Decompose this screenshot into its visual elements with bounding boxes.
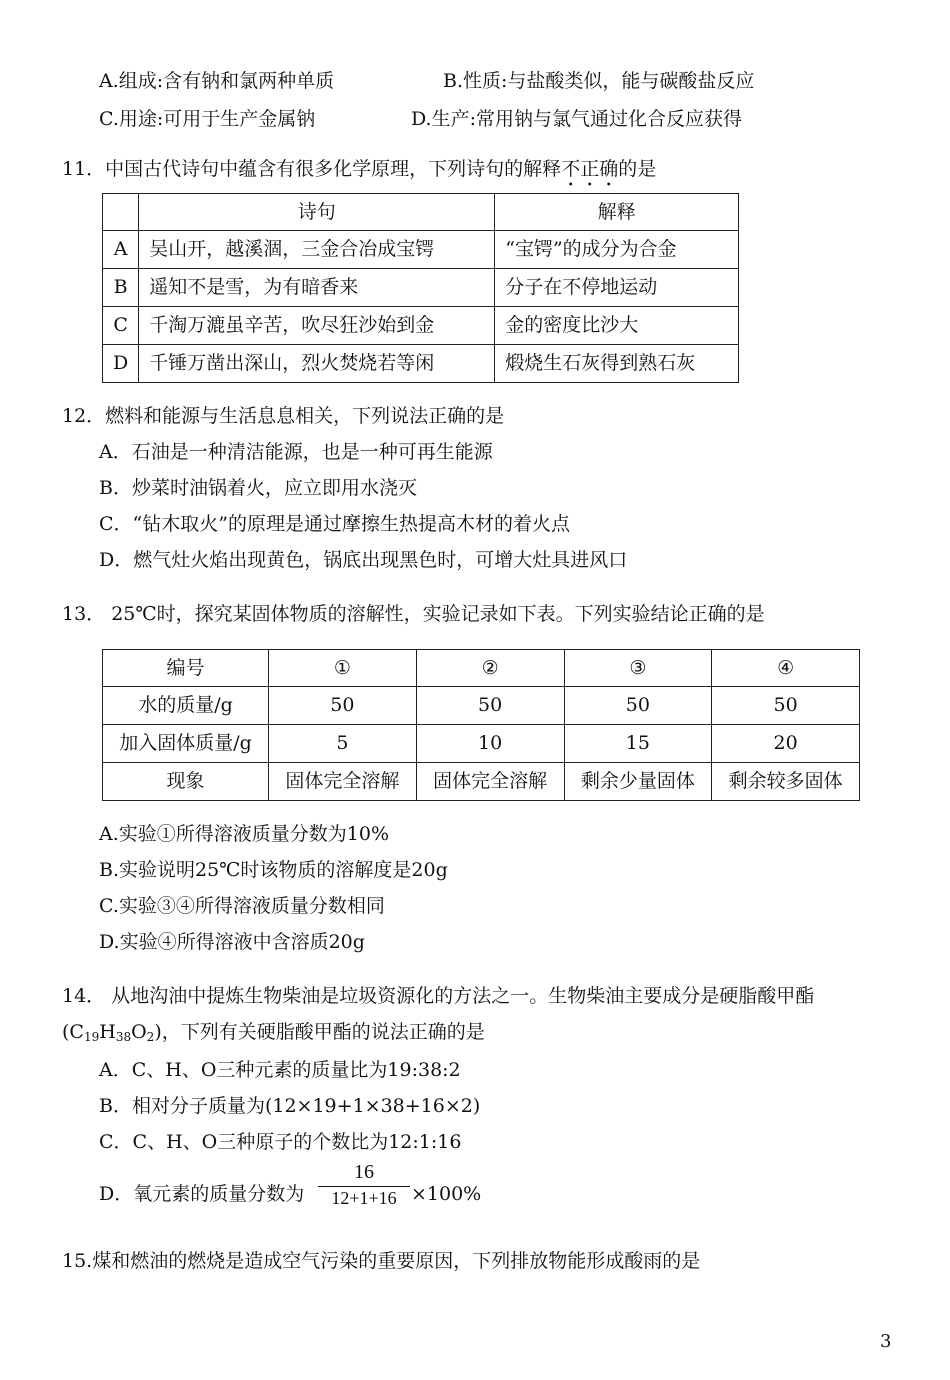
q13-cell: 50	[269, 687, 417, 725]
q11-row-explain: “宝锷”的成分为合金	[495, 231, 739, 269]
q13-cell: 现象	[103, 763, 269, 801]
q10-option-b: B.性质:与盐酸类似，能与碳酸盐反应	[443, 70, 755, 92]
q14-formula-h: H	[99, 1021, 116, 1043]
q12-stem: 12．燃料和能源与生活息息相关，下列说法正确的是	[62, 405, 505, 427]
q13-cell: 编号	[103, 650, 269, 687]
q13-cell: ②	[416, 650, 564, 687]
q13-table	[102, 649, 860, 801]
table-row	[103, 725, 860, 763]
q13-cell: 20	[712, 725, 860, 763]
q13-cell: ④	[712, 650, 860, 687]
q14-option-a: A．C、H、O三种元素的质量比为19:38:2	[99, 1059, 461, 1081]
page-number: 3	[880, 1331, 892, 1352]
fraction-bar	[318, 1186, 410, 1187]
q12-option-d: D．燃气灶火焰出现黄色，锅底出现黑色时，可增大灶具进风口	[99, 549, 628, 571]
q11-row-label: C	[103, 307, 139, 345]
q13-cell: 固体完全溶解	[416, 763, 564, 801]
table-row	[103, 231, 739, 269]
q13-cell: ①	[269, 650, 417, 687]
table-row	[103, 650, 860, 687]
q13-cell: ③	[564, 650, 712, 687]
q13-option-d: D.实验④所得溶液中含溶质20g	[99, 931, 365, 953]
q12-option-c: C．“钻木取火”的原理是通过摩擦生热提高木材的着火点	[99, 513, 570, 535]
q13-cell: 剩余少量固体	[564, 763, 712, 801]
q14-option-b: B．相对分子质量为(12×19+1×38+16×2)	[99, 1095, 481, 1117]
table-row	[103, 763, 860, 801]
q12-option-b: B．炒菜时油锅着火，应立即用水浇灭	[99, 477, 417, 499]
q13-cell: 固体完全溶解	[269, 763, 417, 801]
q11-header-explain: 解释	[495, 194, 739, 231]
q13-cell: 50	[564, 687, 712, 725]
q11-row-poem: 千淘万漉虽辛苦，吹尽狂沙始到金	[139, 307, 495, 345]
q14-stem-rest: )，下列有关硬脂酸甲酯的说法正确的是	[154, 1021, 485, 1043]
q11-row-label: D	[103, 345, 139, 383]
q10-option-d: D.生产:常用钠与氯气通过化合反应获得	[411, 108, 742, 130]
q11-header-row	[103, 194, 739, 231]
table-row	[103, 345, 739, 383]
q12-option-a: A．石油是一种清洁能源，也是一种可再生能源	[99, 441, 493, 463]
q13-cell: 剩余较多固体	[712, 763, 860, 801]
q13-cell: 水的质量/g	[103, 687, 269, 725]
q11-row-poem: 千锤万凿出深山，烈火焚烧若等闲	[139, 345, 495, 383]
q14-stem-line1: 14． 从地沟油中提炼生物柴油是垃圾资源化的方法之一。生物柴油主要成分是硬脂酸甲酯	[62, 985, 815, 1007]
q13-cell: 5	[269, 725, 417, 763]
q13-cell: 50	[416, 687, 564, 725]
table-row	[103, 307, 739, 345]
table-row	[103, 269, 739, 307]
q11-header-poem: 诗句	[139, 194, 495, 231]
q14-formula-open: (C	[62, 1021, 84, 1043]
q11-row-poem: 遥知不是雪，为有暗香来	[139, 269, 495, 307]
q13-cell: 10	[416, 725, 564, 763]
q14-fraction-denominator: 12+1+16	[331, 1188, 397, 1208]
q11-stem-emphasis: 不正确	[561, 158, 619, 180]
q13-stem: 13． 25℃时，探究某固体物质的溶解性，实验记录如下表。下列实验结论正确的是	[62, 603, 765, 625]
q11-row-explain: 金的密度比沙大	[495, 307, 739, 345]
q11-row-explain: 煅烧生石灰得到熟石灰	[495, 345, 739, 383]
q14-sub-o: 2	[146, 1030, 155, 1044]
q13-option-a: A.实验①所得溶液质量分数为10%	[99, 823, 389, 845]
q11-row-poem: 吴山开，越溪涸，三金合冶成宝锷	[139, 231, 495, 269]
q13-option-c: C.实验③④所得溶液质量分数相同	[99, 895, 385, 917]
q11-row-label: A	[103, 231, 139, 269]
q14-fraction	[318, 1160, 410, 1212]
q13-cell: 15	[564, 725, 712, 763]
q14-sub-h: 38	[115, 1030, 132, 1044]
q14-formula-o: O	[131, 1021, 147, 1043]
q11-stem	[62, 158, 656, 191]
q14-option-c: C．C、H、O三种原子的个数比为12:1:16	[99, 1131, 462, 1153]
q15-stem: 15.煤和燃油的燃烧是造成空气污染的重要原因，下列排放物能形成酸雨的是	[62, 1250, 701, 1272]
q11-row-explain: 分子在不停地运动	[495, 269, 739, 307]
q14-option-d-text: D．氧元素的质量分数为	[99, 1183, 305, 1205]
q13-option-b: B.实验说明25℃时该物质的溶解度是20g	[99, 859, 448, 881]
q14-sub-c: 19	[83, 1030, 100, 1044]
q13-cell: 加入固体质量/g	[103, 725, 269, 763]
q11-row-label: B	[103, 269, 139, 307]
q11-stem-post: 的是	[618, 158, 657, 180]
q11-table	[102, 193, 739, 383]
q11-stem-pre: 11．中国古代诗句中蕴含有很多化学原理，下列诗句的解释	[62, 158, 562, 180]
q10-option-a: A.组成:含有钠和氯两种单质	[99, 70, 335, 92]
q10-option-c: C.用途:可用于生产金属钠	[99, 108, 316, 130]
q14-stem-line2	[62, 1021, 485, 1044]
q13-cell: 50	[712, 687, 860, 725]
q14-option-d-post: ×100%	[411, 1183, 482, 1205]
q14-fraction-numerator: 16	[354, 1161, 374, 1183]
q11-header-blank	[103, 194, 139, 231]
table-row	[103, 687, 860, 725]
